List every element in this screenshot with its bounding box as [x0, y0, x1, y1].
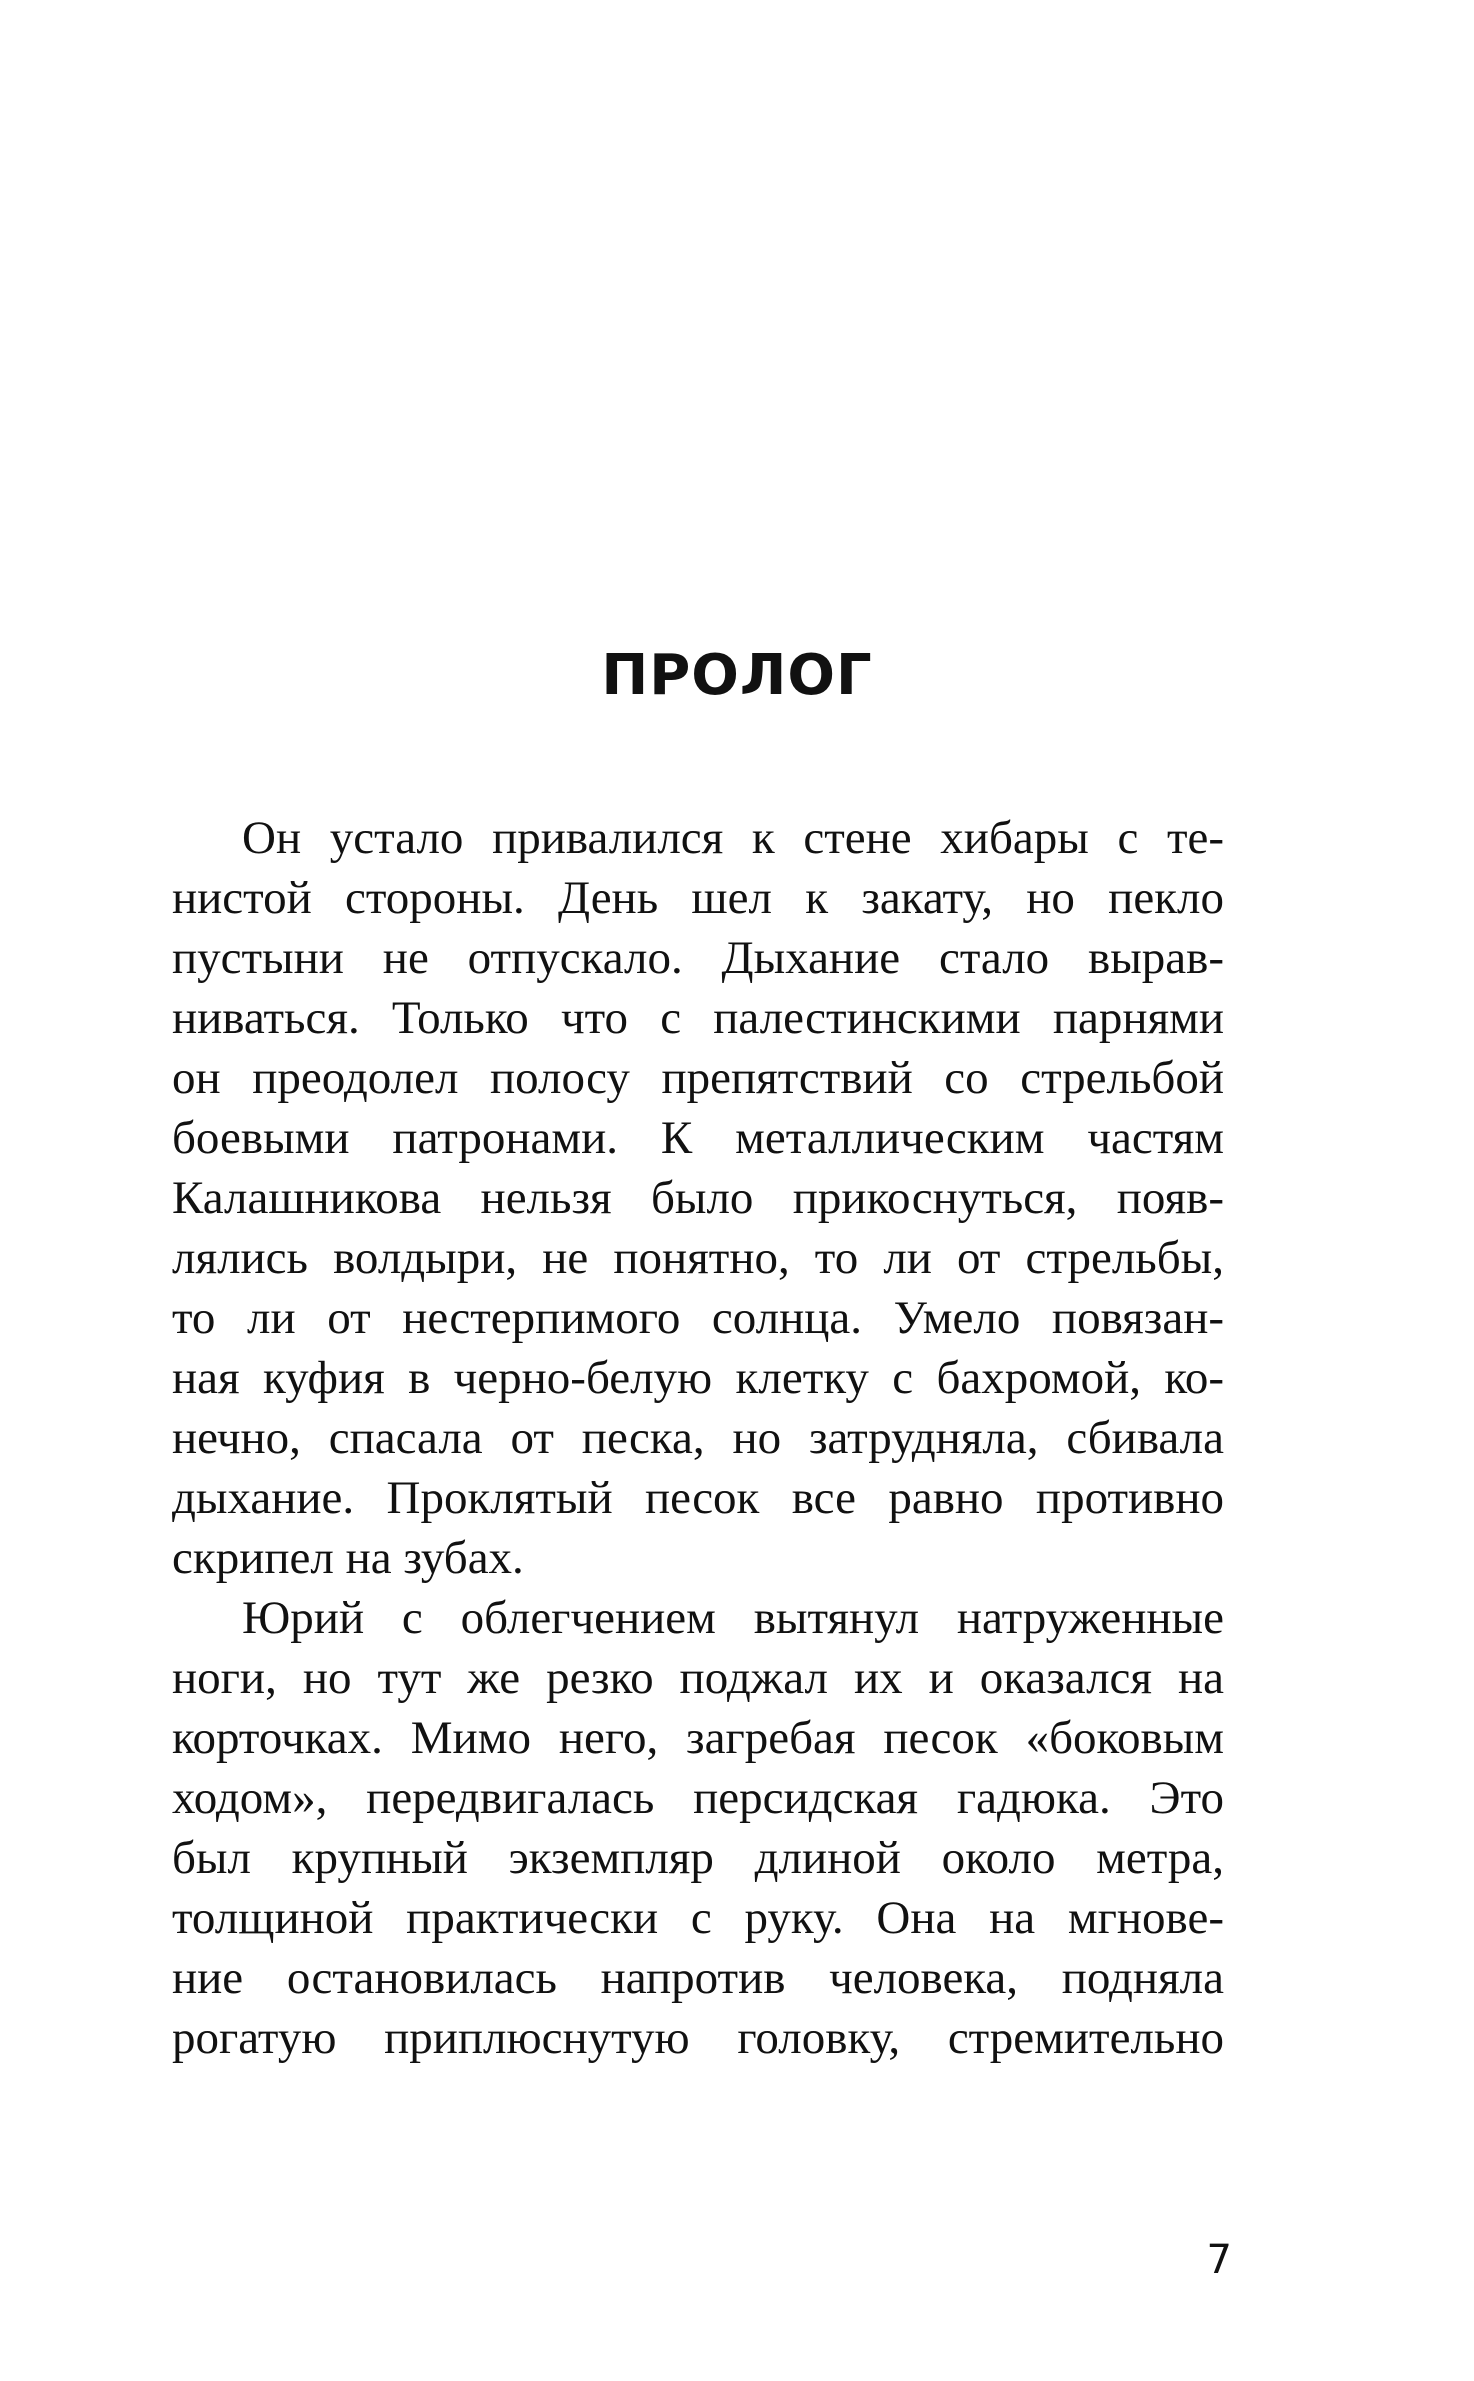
text-line: рогатую приплюснутую головку, стремительно [172, 2012, 1224, 2064]
text-line: пустыни не отпускало. Дыхание стало вырав- [172, 932, 1224, 984]
text-line: то ли от нестерпимого солнца. Умело повязан- [172, 1292, 1224, 1344]
text-line: нечно, спасала от песка, но затрудняла, сбивала [172, 1412, 1224, 1464]
body-text [172, 808, 1224, 2068]
page-number: 7 [1206, 2237, 1232, 2283]
text-line: ная куфия в черно-белую клетку с бахромой, ко- [172, 1352, 1224, 1404]
text-line: ниваться. Только что с палестинскими парнями [172, 992, 1224, 1044]
text-line: Калашникова нельзя было прикоснуться, появ- [172, 1172, 1224, 1224]
text-line: лялись волдыри, не понятно, то ли от стрельбы, [172, 1232, 1224, 1284]
text-line: дыхание. Проклятый песок все равно противно [172, 1472, 1224, 1524]
text-line: ходом», передвигалась персидская гадюка. Это [172, 1772, 1224, 1824]
paragraph-2 [172, 1588, 1224, 2068]
chapter-title: ПРОЛОГ [601, 643, 873, 708]
text-line: скрипел на зубах. [172, 1532, 524, 1584]
text-line: Он устало привалился к стене хибары с те- [242, 812, 1224, 864]
text-line: он преодолел полосу препятствий со стрельбой [172, 1052, 1224, 1104]
text-line: толщиной практически с руку. Она на мгнове- [172, 1892, 1224, 1944]
text-line: был крупный экземпляр длиной около метра, [172, 1832, 1224, 1884]
text-line: Юрий с облегчением вытянул натруженные [242, 1592, 1224, 1644]
text-line: ноги, но тут же резко поджал их и оказался на [172, 1652, 1224, 1704]
paragraph-1 [172, 808, 1224, 1588]
text-line: ние остановилась напротив человека, подняла [172, 1952, 1224, 2004]
text-line: боевыми патронами. К металлическим частям [172, 1112, 1224, 1164]
text-line: нистой стороны. День шел к закату, но пекло [172, 872, 1224, 924]
text-line: корточках. Мимо него, загребая песок «боковым [172, 1712, 1224, 1764]
